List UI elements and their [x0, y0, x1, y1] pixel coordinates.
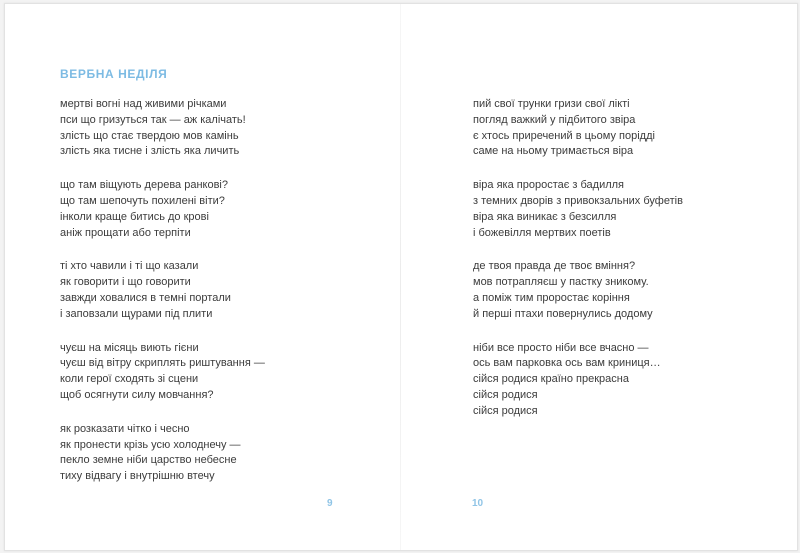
poem-line: інколи краще битись до крові: [60, 210, 209, 223]
poem-line: пий свої трунки гризи свої лікті: [473, 98, 630, 110]
stanza: [60, 259, 360, 322]
poem-line: й перші птахи повернулись додому: [473, 307, 653, 320]
poem-line: сійся родися: [473, 404, 538, 417]
poem-line: аніж прощати або терпіти: [60, 226, 191, 239]
stanza: [60, 178, 360, 241]
poem-line: як пронести крізь усю холоднечу —: [60, 438, 241, 451]
poem-line: саме на ньому тримається віра: [473, 145, 634, 158]
page-gutter: [400, 4, 401, 550]
poem-line: як говорити і що говорити: [60, 276, 191, 289]
poem-line: ніби все просто ніби все вчасно —: [473, 341, 649, 354]
poem-line: як розказати чітко і чесно: [60, 422, 190, 435]
left-page-text: [60, 97, 360, 503]
poem-line: де твоя правда де твоє вміння?: [473, 260, 636, 273]
poem-line: і заповзали щурами під плити: [60, 307, 213, 320]
poem-title: ВЕРБНА НЕДІЛЯ: [60, 67, 168, 81]
page-number-right: 10: [472, 498, 484, 509]
poem-line: коли герої сходять зі сцени: [60, 373, 199, 386]
poem-line: є хтось приречений в цьому порідді: [473, 129, 655, 142]
stanza: [60, 422, 360, 485]
poem-line: мов потрапляєш у пастку зникому.: [473, 276, 649, 289]
stanza: [473, 178, 773, 241]
poem-line: чуєш на місяць виють гієни: [60, 341, 199, 354]
poem-line: злість що стає твердою мов камінь: [60, 129, 239, 142]
stanza: [60, 97, 360, 160]
poem-line: віра яка проростає з бадилля: [473, 179, 625, 192]
stanza: [473, 341, 773, 420]
poem-line: і божевілля мертвих поетів: [473, 226, 611, 239]
poem-line: що там шепочуть похилені віти?: [60, 194, 225, 207]
page-number-left: 9: [327, 498, 333, 509]
poem-line: чуєш від вітру скриплять риштування —: [60, 357, 265, 370]
book-spread: [4, 3, 798, 551]
poem-line: погляд важкий у підбитого звіра: [473, 113, 636, 126]
poem-line: злість яка тисне і злість яка личить: [60, 145, 240, 158]
poem-line: щоб осягнути силу мовчання?: [60, 388, 214, 401]
poem-line: а поміж тим проростає коріння: [473, 291, 630, 304]
right-page-text: [473, 97, 773, 438]
stanza: [473, 259, 773, 322]
poem-line: з темних дворів з привокзальних буфетів: [473, 194, 683, 207]
stanza: [60, 341, 360, 404]
poem-line: віра яка виникає з безсилля: [473, 210, 617, 223]
poem-line: завжди ховалися в темні портали: [60, 291, 231, 304]
poem-line: мертві вогні над живими річками: [60, 98, 227, 110]
poem-line: що там віщують дерева ранкові?: [60, 179, 228, 192]
poem-line: ось вам парковка ось вам криниця…: [473, 357, 661, 370]
poem-line: сійся родися країно прекрасна: [473, 373, 629, 386]
poem-line: пси що гризуться так — аж калічать!: [60, 113, 246, 126]
poem-line: сійся родися: [473, 388, 538, 401]
poem-line: ті хто чавили і ті що казали: [60, 260, 199, 273]
poem-line: тиху відвагу і внутрішню втечу: [60, 470, 215, 483]
poem-line: пекло земне ніби царство небесне: [60, 454, 237, 467]
stanza: [473, 97, 773, 160]
